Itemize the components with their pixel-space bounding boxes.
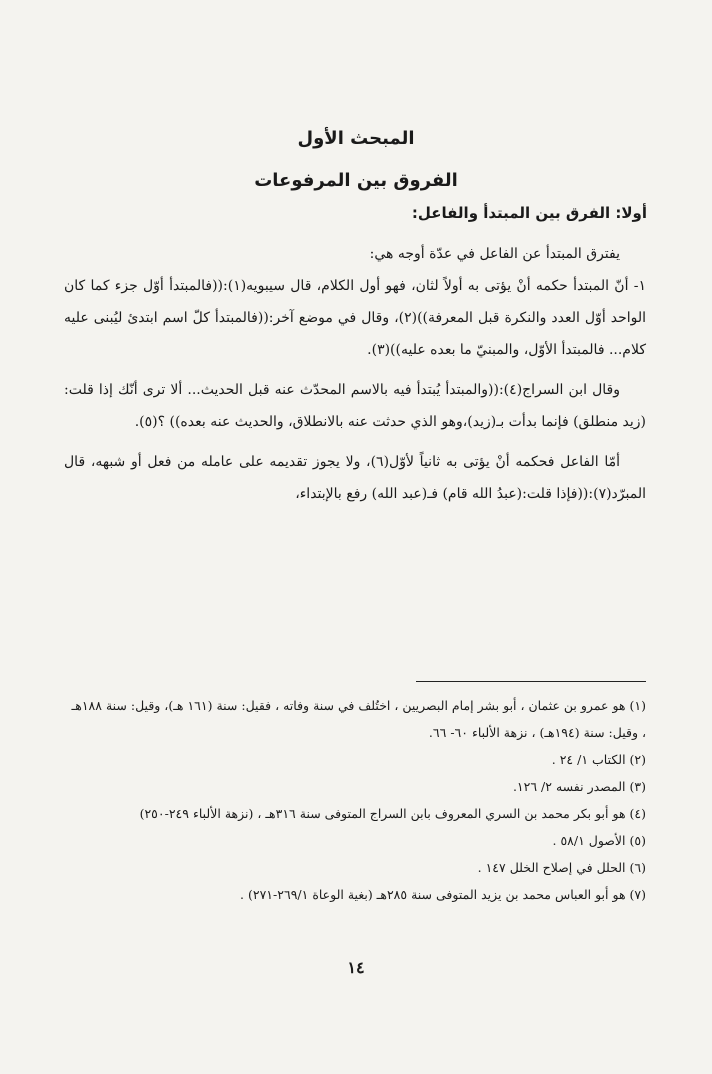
footnotes	[64, 692, 646, 908]
footnote-divider	[416, 681, 646, 682]
footnote-7: (٧) هو أبو العباس محمد بن يزيد المتوفى سنة ٢٨٥هـ (بغية الوعاة ٢٦٩/١-٢٧١) .	[240, 887, 646, 902]
body-text	[64, 238, 646, 510]
paragraph-2: وقال ابن السراج(٤):((والمبتدأ يُبتدأ فيه بالاسم المحدّث عنه قبل الحديث... ألا ترى أنّك إذا قلت:(زيد منطلق) فإنما بدأت بـ(زيد)،وهو الذي حدثت عنه بالانطلاق، والحديث عنه بعده)) ؟(٥).	[64, 382, 646, 430]
chapter-title: المبحث الأول	[297, 128, 415, 149]
section-heading: أولا: الفرق بين المبتدأ والفاعل:	[411, 204, 647, 222]
paragraph-intro: يفترق المبتدأ عن الفاعل في عدّة أوجه هي:	[369, 246, 620, 262]
paragraph-1: ١- أنّ المبتدأ حكمه أنْ يؤتى به أولاً لثان، فهو أول الكلام، قال سيبويه(١):((فالمبتدأ أوّل جزء كما كان الواحد أوّل العدد والنكرة قبل المعرفة))(٢)، وقال في موضع آخر:((فالمبتدأ كلّ اسم ابتدئ ليُبنى عليه كلام... فالمبتدأ الأوّل، والمبنيّ ما بعده عليه))(٣).	[64, 278, 646, 358]
page-number: ١٤	[347, 958, 365, 977]
footnote-6: (٦) الحلل في إصلاح الخلل ١٤٧ .	[477, 860, 646, 875]
footnote-5: (٥) الأصول ٥٨/١ .	[552, 833, 646, 848]
footnote-4: (٤) هو أبو بكر محمد بن السري المعروف بابن السراج المتوفى سنة ٣١٦هـ ، (نزهة الألباء ٢٤٩-٢٥٠)	[139, 806, 646, 821]
chapter-subtitle: الفروق بين المرفوعات	[254, 170, 458, 191]
paragraph-3: أمّا الفاعل فحكمه أنْ يؤتى به ثانياً لأوّل(٦)، ولا يجوز تقديمه على عامله من فعل أو شبهه، قال المبرّد(٧):((فإذا قلت:(عبدُ الله قام) فـ(عبد الله) رفع بالإبتداء،	[64, 454, 646, 502]
footnote-2: (٢) الكتاب ١/ ٢٤ .	[551, 752, 646, 767]
footnote-3: (٣) المصدر نفسه ٢/ ١٢٦.	[512, 779, 646, 794]
footnote-1: (١) هو عمرو بن عثمان ، أبو بشر إمام البصريين ، اختُلف في سنة وفاته ، فقيل: سنة (١٦١ هـ)، وقيل: سنة ١٨٨هـ ، وقيل: سنة (١٩٤هـ) ، نزهة الألباء ٦٠- ٦٦.	[71, 698, 646, 740]
